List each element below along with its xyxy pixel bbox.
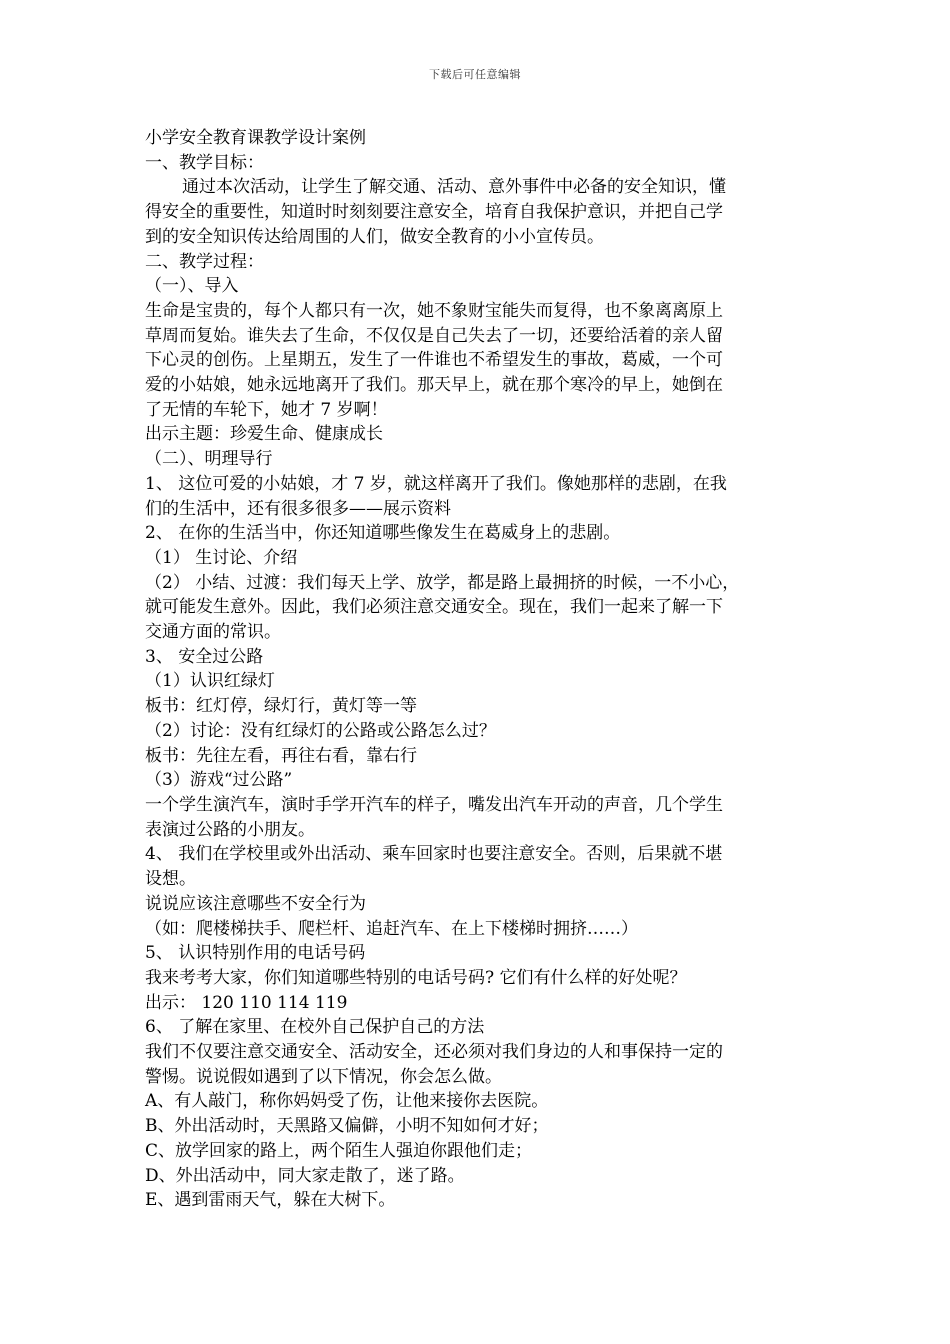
paragraph-line: 出示： 120 110 114 119 [145, 992, 348, 1013]
paragraph-line: 下心灵的创伤。上星期五，发生了一件谁也不希望发生的事故，葛威，一个可 [145, 350, 723, 371]
list-item: D、外出活动中，同大家走散了，迷了路。 [145, 1165, 465, 1186]
paragraph-line: 表演过公路的小朋友。 [145, 819, 315, 840]
paragraph-line: （如：爬楼梯扶手、爬栏杆、追赶汽车、在上下楼梯时拥挤……） [145, 918, 638, 939]
document-title: 小学安全教育课教学设计案例 [145, 128, 366, 148]
paragraph-line: 说说应该注意哪些不安全行为 [145, 893, 366, 914]
list-item: 3、 安全过公路 [145, 646, 264, 667]
list-item: （1） 生讨论、介绍 [145, 547, 298, 568]
subsection-heading-intro: （一）、导入 [145, 276, 239, 297]
document-body [145, 126, 825, 1213]
paragraph-line: 草周而复始。谁失去了生命，不仅仅是自己失去了一切，还要给活着的亲人留 [145, 325, 723, 346]
list-item: E、遇到雷雨天气，躲在大树下。 [145, 1190, 396, 1211]
paragraph-line: 交通方面的常识。 [145, 622, 281, 643]
paragraph-line: 爱的小姑娘，她永远地离开了我们。那天早上，就在那个寒冷的早上，她倒在 [145, 375, 723, 396]
paragraph-line: 得安全的重要性，知道时时刻刻要注意安全，培育自我保护意识，并把自己学 [145, 202, 723, 223]
paragraph-line: 设想。 [145, 869, 196, 890]
paragraph-line: 生命是宝贵的，每个人都只有一次，她不象财宝能失而复得，也不象离离原上 [145, 300, 723, 321]
section-heading-goals: 一、教学目标： [145, 152, 264, 173]
paragraph-line: 出示主题：珍爱生命、健康成长 [145, 424, 383, 445]
paragraph-line: 一个学生演汽车，演时手学开汽车的样子，嘴发出汽车开动的声音，几个学生 [145, 794, 723, 815]
list-item: （2）讨论：没有红绿灯的公路或公路怎么过？ [145, 720, 496, 741]
list-item: （1）认识红绿灯 [145, 671, 275, 692]
paragraph-line: 我们不仅要注意交通安全、活动安全，还必须对我们身边的人和事保持一定的 [145, 1042, 723, 1063]
list-item: 1、 这位可爱的小姑娘，才 7 岁，就这样离开了我们。像她那样的悲剧，在我 [145, 473, 727, 494]
paragraph-line: 了无情的车轮下，她才 7 岁啊！ [145, 399, 388, 420]
list-item: 4、 我们在学校里或外出活动、乘车回家时也要注意安全。否则，后果就不堪 [145, 844, 723, 865]
list-item: A、有人敲门，称你妈妈受了伤，让他来接你去医院。 [145, 1091, 549, 1112]
paragraph-line: 们的生活中，还有很多很多——展示资料 [145, 498, 451, 519]
paragraph-line: 我来考考大家，你们知道哪些特别的电话号码? 它们有什么样的好处呢？ [145, 967, 687, 988]
paragraph-line: 板书：红灯停，绿灯行，黄灯等一等 [145, 696, 417, 717]
paragraph-line: 通过本次活动，让学生了解交通、活动、意外事件中必备的安全知识，懂 [182, 177, 726, 198]
paragraph-line: 到的安全知识传达给周围的人们，做安全教育的小小宣传员。 [145, 226, 604, 247]
paragraph-line: 板书：先往左看，再往右看，靠右行 [145, 745, 417, 766]
list-item: 2、 在你的生活当中，你还知道哪些像发生在葛威身上的悲剧。 [145, 523, 621, 544]
list-item: C、放学回家的路上，两个陌生人强迫你跟他们走； [145, 1140, 533, 1161]
list-item: （2） 小结、过渡：我们每天上学、放学，都是路上最拥挤的时候，一不小心， [145, 572, 740, 593]
paragraph-line: 警惕。说说假如遇到了以下情况，你会怎么做。 [145, 1066, 502, 1087]
paragraph-line: 就可能发生意外。因此，我们必须注意交通安全。现在，我们一起来了解一下 [145, 597, 723, 618]
list-item: 6、 了解在家里、在校外自己保护自己的方法 [145, 1017, 485, 1038]
subsection-heading-guidance: （二）、明理导行 [145, 449, 273, 470]
list-item: B、外出活动时，天黑路又偏僻，小明不知如何才好； [145, 1116, 549, 1137]
section-heading-process: 二、教学过程： [145, 251, 264, 272]
list-item: 5、 认识特别作用的电话号码 [145, 943, 366, 964]
page-header-note: 下载后可任意编辑 [429, 68, 521, 81]
list-item: （3）游戏“过公路” [145, 770, 293, 791]
